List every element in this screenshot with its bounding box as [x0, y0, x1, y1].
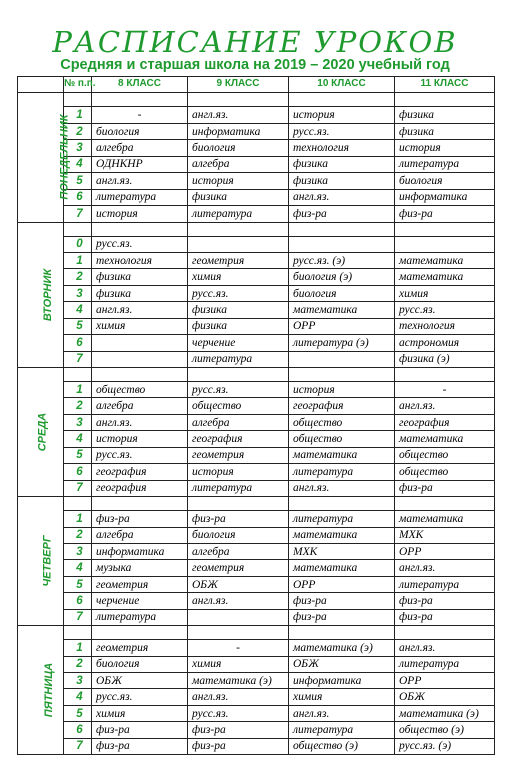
empty-cell	[92, 93, 188, 107]
lesson-row	[18, 107, 495, 123]
lesson-row	[18, 480, 495, 496]
subject-cell-class-9: ОБЖ	[188, 576, 289, 592]
subject-cell-class-10: русс.яз. (э)	[289, 252, 395, 268]
subject-cell-class-8: геометрия	[92, 640, 188, 656]
lesson-number: 3	[64, 543, 92, 559]
subject-cell-class-9: черчение	[188, 335, 289, 351]
lesson-row	[18, 335, 495, 351]
lesson-row	[18, 447, 495, 463]
schedule-table	[17, 76, 495, 755]
subject-cell-class-9: литература	[188, 351, 289, 367]
empty-cell	[92, 368, 188, 382]
subject-cell-class-9: геометрия	[188, 560, 289, 576]
subject-cell-class-9: математика (э)	[188, 673, 289, 689]
subject-cell-class-8: информатика	[92, 543, 188, 559]
subject-cell-class-9: история	[188, 173, 289, 189]
subject-cell-class-11: ОРР	[395, 673, 495, 689]
empty-cell	[64, 368, 92, 382]
lesson-number: 3	[64, 414, 92, 430]
subject-cell-class-11: русс.яз. (э)	[395, 738, 495, 754]
subject-cell-class-11: -	[395, 382, 495, 398]
lesson-number: 1	[64, 107, 92, 123]
subject-cell-class-9: литература	[188, 206, 289, 222]
day-label-monday	[18, 93, 71, 222]
subject-cell-class-10: литература (э)	[289, 335, 395, 351]
day-label-wednesday	[18, 368, 64, 497]
empty-cell	[289, 93, 395, 107]
header-class-11: 11 КЛАСС	[395, 77, 495, 93]
lesson-number: 7	[64, 206, 92, 222]
subject-cell-class-11: ОБЖ	[395, 689, 495, 705]
subject-cell-class-9: русс.яз.	[188, 285, 289, 301]
empty-cell	[92, 626, 188, 640]
subject-cell-class-8: англ.яз.	[92, 173, 188, 189]
subject-cell-class-8: геометрия	[92, 576, 188, 592]
subject-cell-class-11: история	[395, 140, 495, 156]
subject-cell-class-10: общество	[289, 414, 395, 430]
subject-cell-class-11: ОРР	[395, 543, 495, 559]
subject-cell-class-10: общество	[289, 431, 395, 447]
lesson-row	[18, 656, 495, 672]
lesson-number: 3	[64, 140, 92, 156]
subject-cell-class-11	[395, 236, 495, 252]
subject-cell-class-10: биология	[289, 285, 395, 301]
empty-cell	[92, 497, 188, 511]
empty-cell	[289, 626, 395, 640]
day-spacer-row	[18, 93, 495, 107]
subject-cell-class-8: география	[92, 480, 188, 496]
subject-cell-class-10: математика	[289, 447, 395, 463]
empty-cell	[289, 222, 395, 236]
subject-cell-class-10: биология (э)	[289, 269, 395, 285]
lesson-number: 4	[64, 560, 92, 576]
subject-cell-class-11: физ-ра	[395, 593, 495, 609]
lesson-row	[18, 527, 495, 543]
subject-cell-class-10: физ-ра	[289, 206, 395, 222]
empty-cell	[188, 93, 289, 107]
lesson-number: 5	[64, 447, 92, 463]
day-spacer-row	[18, 497, 495, 511]
subject-cell-class-8: литература	[92, 609, 188, 625]
day-label-tuesday	[18, 222, 64, 368]
page-subtitle: Средняя и старшая школа на 2019 – 2020 учебный год	[60, 57, 450, 73]
day-label-thursday	[18, 497, 64, 626]
subject-cell-class-9: англ.яз.	[188, 593, 289, 609]
lesson-row	[18, 543, 495, 559]
empty-cell	[188, 497, 289, 511]
subject-cell-class-8: биология	[92, 123, 188, 139]
lesson-number: 4	[64, 689, 92, 705]
subject-cell-class-9: физ-ра	[188, 722, 289, 738]
lesson-number: 1	[64, 640, 92, 656]
subject-cell-class-9: биология	[188, 527, 289, 543]
lesson-number: 6	[64, 464, 92, 480]
subject-cell-class-9: география	[188, 431, 289, 447]
subject-cell-class-10	[289, 351, 395, 367]
lesson-number: 4	[64, 156, 92, 172]
subject-cell-class-9: информатика	[188, 123, 289, 139]
empty-cell	[289, 497, 395, 511]
lesson-number: 2	[64, 656, 92, 672]
header-num: № п.п.	[64, 77, 92, 93]
subject-cell-class-10: англ.яз.	[289, 705, 395, 721]
schedule-body	[18, 93, 495, 755]
lesson-number: 6	[64, 593, 92, 609]
day-spacer-row	[18, 368, 495, 382]
subject-cell-class-11: физ-ра	[395, 206, 495, 222]
subject-cell-class-10: информатика	[289, 673, 395, 689]
lesson-row	[18, 609, 495, 625]
subject-cell-class-8: история	[92, 431, 188, 447]
subject-cell-class-10: литература	[289, 511, 395, 527]
subject-cell-class-8: химия	[92, 705, 188, 721]
subject-cell-class-11: литература	[395, 656, 495, 672]
subject-cell-class-10: англ.яз.	[289, 189, 395, 205]
lesson-row	[18, 140, 495, 156]
subject-cell-class-9: химия	[188, 269, 289, 285]
subject-cell-class-9: литература	[188, 480, 289, 496]
subject-cell-class-10: география	[289, 398, 395, 414]
subject-cell-class-9: история	[188, 464, 289, 480]
subject-cell-class-8: русс.яз.	[92, 236, 188, 252]
subject-cell-class-11: технология	[395, 318, 495, 334]
lesson-number: 3	[64, 285, 92, 301]
header-class-8: 8 КЛАСС	[92, 77, 188, 93]
lesson-row	[18, 123, 495, 139]
day-name: ПОНЕДЕЛЬНИК	[58, 114, 71, 201]
subject-cell-class-8: англ.яз.	[92, 414, 188, 430]
lesson-number: 1	[64, 382, 92, 398]
subject-cell-class-9: -	[188, 640, 289, 656]
subject-cell-class-11: физ-ра	[395, 609, 495, 625]
subject-cell-class-11: русс.яз.	[395, 302, 495, 318]
lesson-row	[18, 318, 495, 334]
lesson-number: 0	[64, 236, 92, 252]
empty-cell	[188, 368, 289, 382]
lesson-row	[18, 722, 495, 738]
subject-cell-class-9: англ.яз.	[188, 107, 289, 123]
subject-cell-class-11: математика (э)	[395, 705, 495, 721]
lesson-number: 5	[64, 318, 92, 334]
day-name: ПЯТНИЦА	[43, 662, 56, 718]
lesson-row	[18, 593, 495, 609]
lesson-row	[18, 398, 495, 414]
subject-cell-class-10: общество (э)	[289, 738, 395, 754]
day-name: СРЕДА	[36, 412, 49, 452]
lesson-number: 2	[64, 527, 92, 543]
empty-cell	[395, 626, 495, 640]
subject-cell-class-9: физика	[188, 302, 289, 318]
day-spacer-row	[18, 222, 495, 236]
subject-cell-class-9: физика	[188, 189, 289, 205]
subject-cell-class-8: черчение	[92, 593, 188, 609]
lesson-number: 4	[64, 431, 92, 447]
subject-cell-class-10: литература	[289, 722, 395, 738]
subject-cell-class-8: общество	[92, 382, 188, 398]
subject-cell-class-11: география	[395, 414, 495, 430]
subject-cell-class-11: англ.яз.	[395, 560, 495, 576]
subject-cell-class-10: химия	[289, 689, 395, 705]
subject-cell-class-9: алгебра	[188, 156, 289, 172]
subject-cell-class-8	[92, 335, 188, 351]
day-name: ВТОРНИК	[42, 268, 55, 321]
subject-cell-class-10: физ-ра	[289, 593, 395, 609]
subject-cell-class-9	[188, 236, 289, 252]
subject-cell-class-9: физ-ра	[188, 511, 289, 527]
subject-cell-class-10: математика	[289, 560, 395, 576]
lesson-row	[18, 414, 495, 430]
lesson-row	[18, 351, 495, 367]
subject-cell-class-8: русс.яз.	[92, 689, 188, 705]
subject-cell-class-11: информатика	[395, 189, 495, 205]
subject-cell-class-11: литература	[395, 576, 495, 592]
subject-cell-class-8: география	[92, 464, 188, 480]
lesson-number: 7	[64, 609, 92, 625]
empty-cell	[395, 222, 495, 236]
lesson-row	[18, 206, 495, 222]
lesson-row	[18, 705, 495, 721]
lesson-row	[18, 511, 495, 527]
subject-cell-class-9: русс.яз.	[188, 382, 289, 398]
subject-cell-class-9: общество	[188, 398, 289, 414]
subject-cell-class-8: технология	[92, 252, 188, 268]
subject-cell-class-8: алгебра	[92, 398, 188, 414]
header-class-9: 9 КЛАСС	[188, 77, 289, 93]
empty-cell	[64, 93, 92, 107]
subject-cell-class-9: физика	[188, 318, 289, 334]
subject-cell-class-8: физ-ра	[92, 738, 188, 754]
empty-cell	[64, 626, 92, 640]
subject-cell-class-8: англ.яз.	[92, 302, 188, 318]
lesson-row	[18, 382, 495, 398]
subject-cell-class-11: математика	[395, 252, 495, 268]
empty-cell	[64, 222, 92, 236]
subject-cell-class-11: физ-ра	[395, 480, 495, 496]
subject-cell-class-9: геометрия	[188, 447, 289, 463]
subject-cell-class-10: русс.яз.	[289, 123, 395, 139]
subject-cell-class-10: физика	[289, 173, 395, 189]
empty-cell	[395, 497, 495, 511]
lesson-row	[18, 302, 495, 318]
subject-cell-class-10: математика	[289, 302, 395, 318]
lesson-number: 7	[64, 738, 92, 754]
subject-cell-class-10: технология	[289, 140, 395, 156]
subject-cell-class-8: русс.яз.	[92, 447, 188, 463]
empty-cell	[64, 497, 92, 511]
lesson-number: 7	[64, 351, 92, 367]
subject-cell-class-11: физика (э)	[395, 351, 495, 367]
lesson-row	[18, 560, 495, 576]
subject-cell-class-11: общество	[395, 447, 495, 463]
subject-cell-class-11: англ.яз.	[395, 640, 495, 656]
subject-cell-class-11: общество (э)	[395, 722, 495, 738]
lesson-number: 6	[64, 189, 92, 205]
lesson-row	[18, 285, 495, 301]
subject-cell-class-11: литература	[395, 156, 495, 172]
subject-cell-class-9: алгебра	[188, 414, 289, 430]
subject-cell-class-8: химия	[92, 318, 188, 334]
lesson-row	[18, 269, 495, 285]
subject-cell-class-11: астрономия	[395, 335, 495, 351]
subject-cell-class-10: англ.яз.	[289, 480, 395, 496]
subject-cell-class-10: ОРР	[289, 576, 395, 592]
subject-cell-class-11: физика	[395, 123, 495, 139]
subject-cell-class-8: история	[92, 206, 188, 222]
lesson-number: 1	[64, 511, 92, 527]
subject-cell-class-9: алгебра	[188, 543, 289, 559]
subject-cell-class-10: физ-ра	[289, 609, 395, 625]
lesson-row	[18, 431, 495, 447]
lesson-number: 2	[64, 123, 92, 139]
subject-cell-class-11: химия	[395, 285, 495, 301]
subject-cell-class-8: физ-ра	[92, 511, 188, 527]
subject-cell-class-8: физика	[92, 285, 188, 301]
subject-cell-class-10: история	[289, 107, 395, 123]
empty-cell	[395, 368, 495, 382]
subject-cell-class-10: математика	[289, 527, 395, 543]
subject-cell-class-9: химия	[188, 656, 289, 672]
lesson-row	[18, 173, 495, 189]
lesson-number: 1	[64, 252, 92, 268]
lesson-row	[18, 156, 495, 172]
subject-cell-class-8: алгебра	[92, 527, 188, 543]
subject-cell-class-8: алгебра	[92, 140, 188, 156]
day-label-friday	[18, 626, 64, 755]
day-spacer-row	[18, 626, 495, 640]
header-class-10: 10 КЛАСС	[289, 77, 395, 93]
empty-cell	[188, 626, 289, 640]
subject-cell-class-8: музыка	[92, 560, 188, 576]
subject-cell-class-10: история	[289, 382, 395, 398]
subject-cell-class-8	[92, 351, 188, 367]
subject-cell-class-10	[289, 236, 395, 252]
lesson-row	[18, 236, 495, 252]
subject-cell-class-8: -	[92, 107, 188, 123]
subject-cell-class-11: МХК	[395, 527, 495, 543]
subject-cell-class-8: физика	[92, 269, 188, 285]
lesson-number: 4	[64, 302, 92, 318]
lesson-number: 2	[64, 269, 92, 285]
header-day	[18, 77, 64, 93]
subject-cell-class-9: физ-ра	[188, 738, 289, 754]
subject-cell-class-11: математика	[395, 269, 495, 285]
subject-cell-class-10: литература	[289, 464, 395, 480]
subject-cell-class-8: литература	[92, 189, 188, 205]
subject-cell-class-8: ОДНКНР	[92, 156, 188, 172]
subject-cell-class-11: физика	[395, 107, 495, 123]
lesson-number: 6	[64, 722, 92, 738]
lesson-number: 7	[64, 480, 92, 496]
lesson-number: 3	[64, 673, 92, 689]
lesson-row	[18, 738, 495, 754]
subject-cell-class-9: русс.яз.	[188, 705, 289, 721]
subject-cell-class-8: биология	[92, 656, 188, 672]
subject-cell-class-9	[188, 609, 289, 625]
subject-cell-class-10: математика (э)	[289, 640, 395, 656]
subject-cell-class-11: биология	[395, 173, 495, 189]
day-name: ЧЕТВЕРГ	[41, 535, 54, 587]
subject-cell-class-10: ОРР	[289, 318, 395, 334]
lesson-number: 6	[64, 335, 92, 351]
page-title: РАСПИСАНИЕ УРОКОВ	[52, 25, 458, 59]
lesson-row	[18, 189, 495, 205]
header-row	[18, 77, 495, 93]
lesson-row	[18, 576, 495, 592]
subject-cell-class-11: англ.яз.	[395, 398, 495, 414]
lesson-row	[18, 464, 495, 480]
lesson-number: 2	[64, 398, 92, 414]
lesson-number: 5	[64, 705, 92, 721]
empty-cell	[289, 368, 395, 382]
lesson-row	[18, 673, 495, 689]
lesson-row	[18, 689, 495, 705]
subject-cell-class-10: ОБЖ	[289, 656, 395, 672]
subject-cell-class-9: геометрия	[188, 252, 289, 268]
lesson-row	[18, 640, 495, 656]
lesson-row	[18, 252, 495, 268]
lesson-number: 5	[64, 173, 92, 189]
subject-cell-class-8: ОБЖ	[92, 673, 188, 689]
subject-cell-class-10: физика	[289, 156, 395, 172]
empty-cell	[395, 93, 495, 107]
empty-cell	[188, 222, 289, 236]
subject-cell-class-11: общество	[395, 464, 495, 480]
subject-cell-class-10: МХК	[289, 543, 395, 559]
subject-cell-class-11: математика	[395, 511, 495, 527]
empty-cell	[92, 222, 188, 236]
subject-cell-class-9: англ.яз.	[188, 689, 289, 705]
subject-cell-class-11: математика	[395, 431, 495, 447]
lesson-number: 5	[64, 576, 92, 592]
subject-cell-class-8: физ-ра	[92, 722, 188, 738]
subject-cell-class-9: биология	[188, 140, 289, 156]
